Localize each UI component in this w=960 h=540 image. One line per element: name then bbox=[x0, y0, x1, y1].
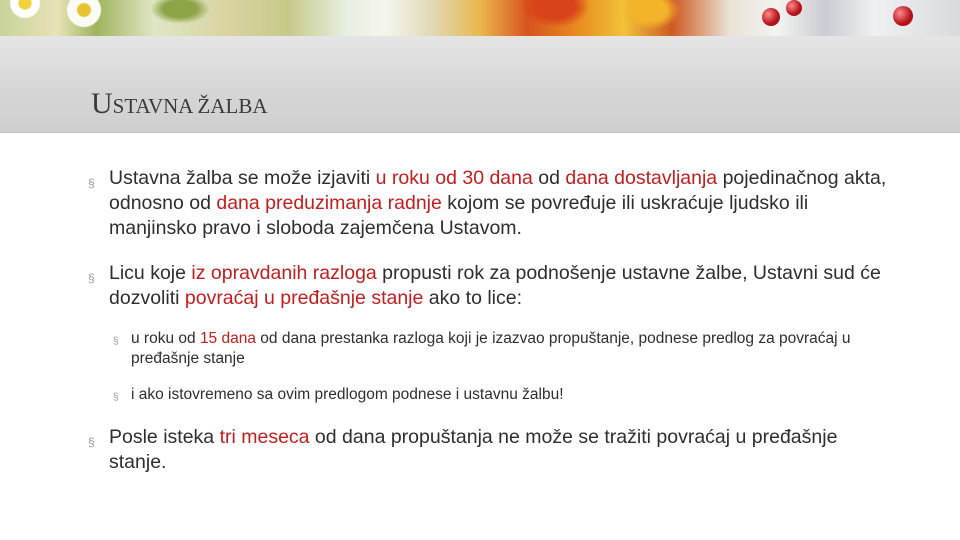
autumn-leaf-image bbox=[620, 0, 680, 30]
autumn-leaf-image bbox=[520, 0, 590, 28]
sub-bullet-item bbox=[113, 329, 888, 369]
red-berry-image bbox=[762, 8, 780, 26]
slide-title-initial: U bbox=[91, 87, 113, 120]
bullet-text: i ako istovremeno sa ovim predlogom podnese i ustavnu žalbu! bbox=[131, 386, 564, 403]
decorative-banner bbox=[0, 0, 960, 36]
daisy-flower-image bbox=[64, 0, 104, 30]
bullet-text: Licu koje iz opravdanih razloga propusti rok za podnošenje ustavne žalbe, Ustavni sud će dozvoliti povraćaj u pređašnje stanje ako to lice: bbox=[109, 262, 881, 309]
slide-title-rest: STAVNA ŽALBA bbox=[112, 94, 268, 118]
bullet-text: u roku od 15 dana od dana prestanka razloga koji je izazvao propuštanje, podnese predlog za povraćaj u pređašnje stanje bbox=[131, 330, 851, 367]
section-sign-bullet-icon: § bbox=[88, 271, 95, 285]
slide-content bbox=[88, 166, 888, 475]
section-sign-bullet-icon: § bbox=[113, 336, 119, 347]
daisy-flower-image bbox=[8, 0, 42, 20]
slide-title bbox=[91, 86, 268, 119]
bullet-item bbox=[88, 166, 888, 241]
section-sign-bullet-icon: § bbox=[88, 435, 95, 449]
section-sign-bullet-icon: § bbox=[88, 176, 95, 190]
leaf-image bbox=[150, 0, 210, 24]
red-berry-image bbox=[893, 6, 913, 26]
bullet-item bbox=[88, 261, 888, 311]
bullet-text: Posle isteka tri meseca od dana propuštanja ne može se tražiti povraćaj u pređašnje stanje. bbox=[109, 426, 838, 473]
red-berry-image bbox=[786, 0, 802, 16]
bullet-item bbox=[88, 425, 888, 475]
bullet-text: Ustavna žalba se može izjaviti u roku od 30 dana od dana dostavljanja pojedinačnog akta, odnosno od dana preduzimanja radnje kojom se povređuje ili uskraćuje ljudsko ili manjinsko pravo i sloboda zajemčena Ustavom. bbox=[109, 167, 887, 239]
sub-bullet-item bbox=[113, 385, 888, 405]
section-sign-bullet-icon: § bbox=[113, 392, 119, 403]
